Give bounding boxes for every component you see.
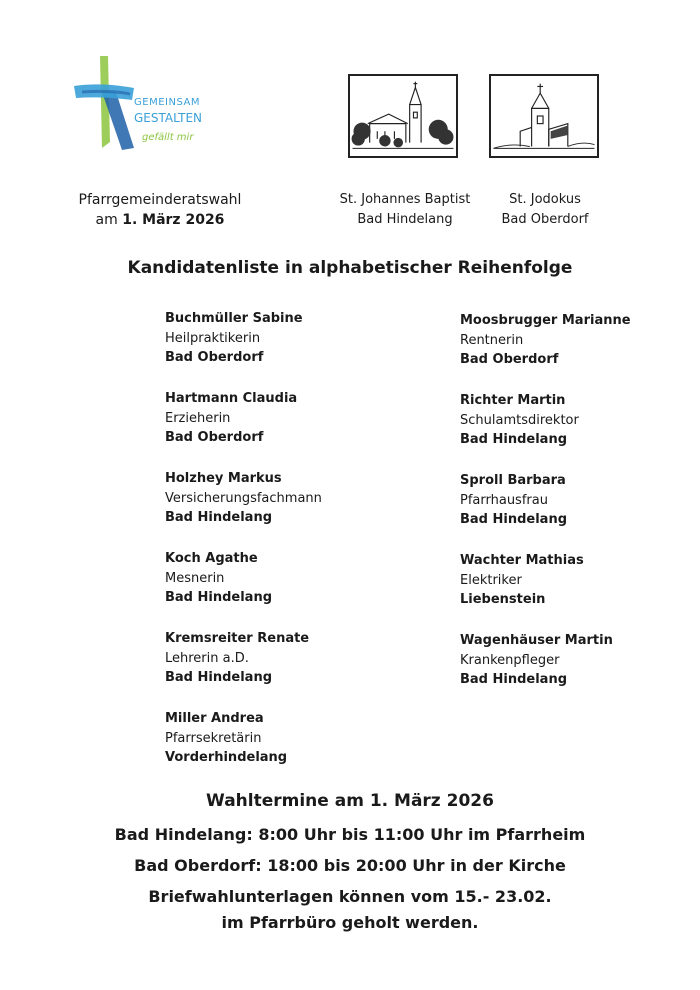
election-header [60,190,260,230]
candidate-name: Kremsreiter Renate [165,631,310,646]
candidate-name: Holzhey Markus [165,471,282,486]
candidate-name: Buchmüller Sabine [165,311,303,326]
candidate-profession: Erzieherin [165,410,231,426]
election-dates-heading: Wahltermine am 1. März 2026 [206,791,494,811]
election-time-oberdorf: Bad Oberdorf: 18:00 bis 20:00 Uhr in der Kirche [134,856,566,875]
candidate-location: Bad Oberdorf [165,430,264,445]
candidate-name: Miller Andrea [165,711,264,726]
election-time-hindelang: Bad Hindelang: 8:00 Uhr bis 11:00 Uhr im Pfarrheim [114,825,586,844]
candidate-profession: Heilpraktikerin [165,330,261,346]
candidate-location: Bad Hindelang [165,510,273,525]
candidate-name: Sproll Barbara [460,473,566,488]
church1-name: St. Johannes Baptist [339,192,471,207]
candidate-profession: Elektriker [460,572,522,588]
candidate-entry [165,469,395,528]
candidate-location: Bad Hindelang [460,672,568,687]
candidate-entry [165,709,395,768]
postal-vote-info-line1: Briefwahlunterlagen können vom 15.- 23.02. [148,887,552,906]
candidate-name: Hartmann Claudia [165,391,298,406]
candidate-profession: Rentnerin [460,332,524,348]
logo-line2: GESTALTEN [134,111,203,125]
candidate-profession: Schulamtsdirektor [460,412,579,428]
candidate-location: Bad Hindelang [165,590,273,605]
candidate-profession: Pfarrsekretärin [165,730,262,746]
candidate-name: Koch Agathe [165,551,258,566]
church1-place: Bad Hindelang [357,212,453,227]
candidate-location: Bad Oberdorf [460,352,559,367]
church2-name: St. Jodokus [509,192,581,207]
candidate-profession: Lehrerin a.D. [165,650,249,666]
candidate-entry [460,551,690,610]
election-date: 1. März 2026 [122,212,225,228]
logo-tagline: gefällt mir [142,132,194,143]
candidate-location: Bad Oberdorf [165,350,264,365]
election-date-line: am 1. März 2026 [95,212,225,228]
postal-vote-info-line2: im Pfarrbüro geholt werden. [221,913,479,932]
candidate-name: Wagenhäuser Martin [460,633,613,648]
candidate-entry [460,391,690,450]
candidate-entry [460,311,690,370]
logo-line1: GEMEINSAM [134,97,200,108]
candidate-entry [165,549,395,608]
candidate-profession: Mesnerin [165,570,225,586]
church1-caption [322,190,488,230]
candidate-profession: Krankenpfleger [460,652,560,668]
election-title: Pfarrgemeinderatswahl [78,192,242,208]
candidate-location: Bad Hindelang [460,432,568,447]
candidate-name: Richter Martin [460,393,566,408]
candidate-list-title: Kandidatenliste in alphabetischer Reihenfolge [127,258,573,278]
candidate-entry [165,309,395,368]
candidate-entry [460,631,690,690]
candidate-location: Bad Hindelang [460,512,568,527]
candidate-profession: Versicherungsfachmann [165,490,322,506]
candidate-location: Vorderhindelang [165,750,288,765]
church2-caption [478,190,612,230]
candidate-entry [165,629,395,688]
church-st-johannes-image [348,74,458,158]
candidate-entry [460,471,690,530]
church-st-jodokus-image [489,74,599,158]
candidate-location: Liebenstein [460,592,546,607]
candidate-name: Moosbrugger Marianne [460,313,631,328]
candidate-name: Wachter Mathias [460,553,584,568]
candidate-profession: Pfarrhausfrau [460,492,548,508]
candidate-entry [165,389,395,448]
candidate-location: Bad Hindelang [165,670,273,685]
gemeinsam-gestalten-logo [72,52,222,152]
church2-place: Bad Oberdorf [501,212,589,227]
